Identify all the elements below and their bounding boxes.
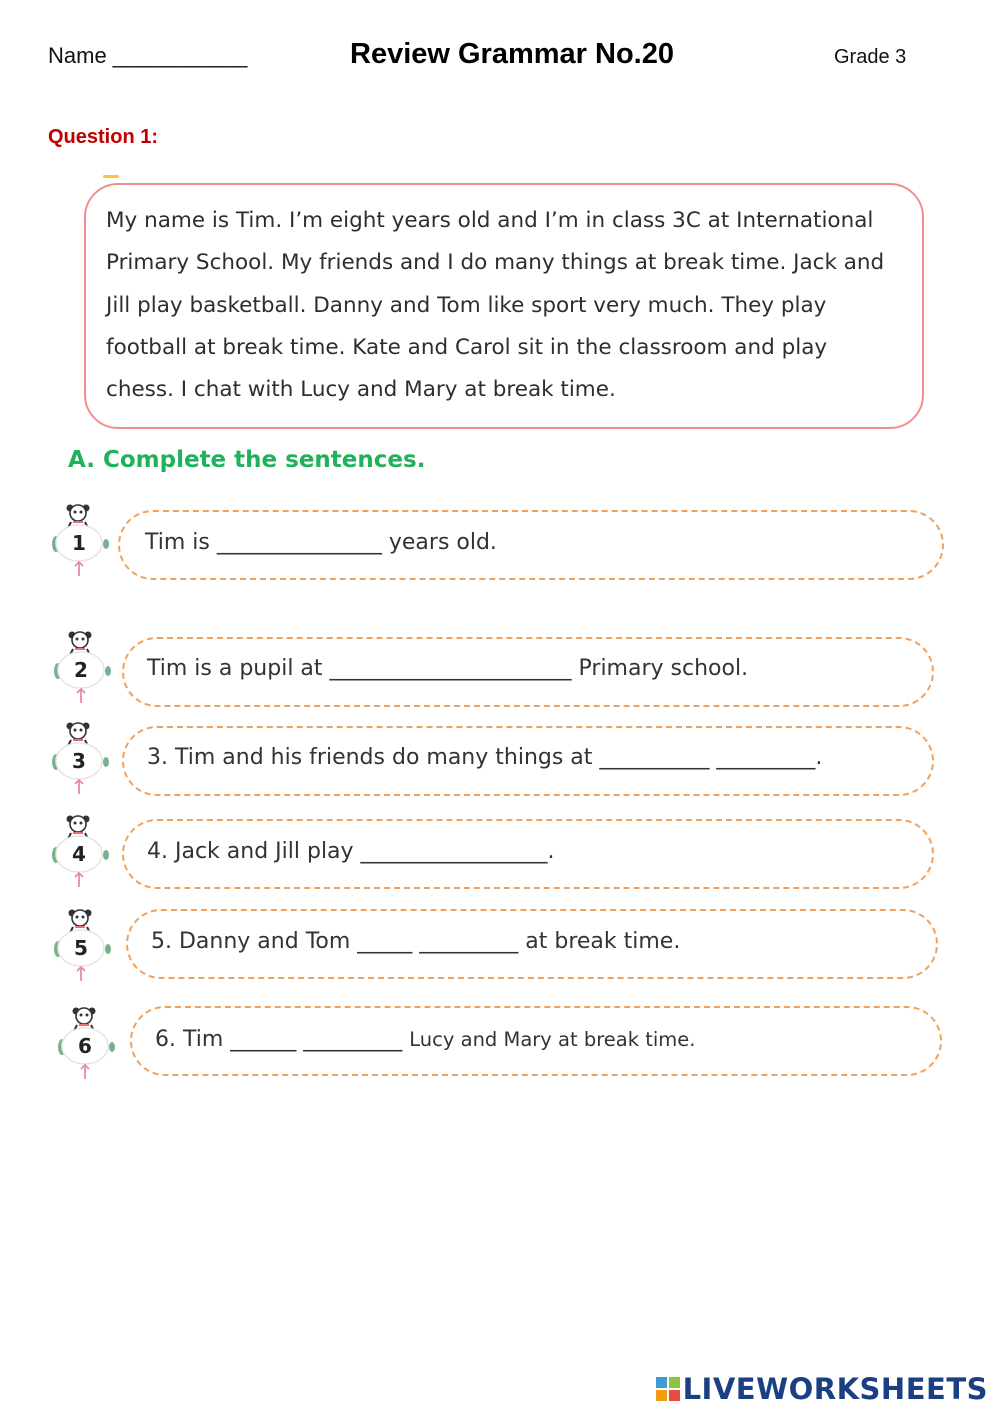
- item-number: 4: [72, 842, 86, 866]
- sentence-3: 3. Tim and his friends do many things at __________ _________.: [147, 745, 823, 770]
- sentence-6-main: 6. Tim ______ _________: [155, 1027, 403, 1052]
- section-a-title: A. Complete the sentences.: [68, 447, 426, 473]
- sentence-5: 5. Danny and Tom _____ _________ at break time.: [151, 929, 681, 954]
- liveworksheets-logo: [655, 1372, 988, 1406]
- passage-decoration: [103, 175, 119, 178]
- sentence-6: [155, 1027, 696, 1052]
- reading-passage: [106, 200, 918, 411]
- passage-line: chess. I chat with Lucy and Mary at break time.: [106, 377, 616, 403]
- number-badge-3: [46, 718, 112, 804]
- sentence-6-tail: Lucy and Mary at break time.: [409, 1028, 696, 1051]
- passage-line: Jill play basketball. Danny and Tom like sport very much. They play: [106, 292, 827, 318]
- name-field-label: Name ___________: [48, 43, 248, 68]
- number-badge-2: [48, 627, 114, 713]
- sentence-2: Tim is a pupil at ______________________ Primary school.: [147, 656, 749, 681]
- passage-line: football at break time. Kate and Carol sit in the classroom and play: [106, 334, 828, 360]
- item-number: 1: [72, 531, 86, 555]
- number-badge-4: [46, 811, 112, 897]
- item-number: 3: [72, 749, 86, 773]
- brand-name: LIVEWORKSHEETS: [682, 1372, 988, 1406]
- passage-line: Primary School. My friends and I do many things at break time. Jack and: [106, 250, 885, 276]
- sentence-1: Tim is _______________ years old.: [145, 530, 497, 555]
- liveworksheets-logo-icon: [655, 1376, 681, 1402]
- item-number: 5: [74, 936, 88, 960]
- item-number: 2: [74, 658, 88, 682]
- sentence-4: 4. Jack and Jill play _________________.: [147, 839, 555, 864]
- passage-line: My name is Tim. I’m eight years old and I’m in class 3C at International: [106, 208, 874, 233]
- number-badge-1: [46, 500, 112, 586]
- grade-label: Grade 3: [834, 46, 907, 68]
- number-badge-6: [52, 1003, 118, 1089]
- worksheet-title: Review Grammar No.20: [350, 38, 674, 70]
- question-label: Question 1:: [48, 126, 159, 148]
- number-badge-5: [48, 905, 114, 991]
- item-number: 6: [78, 1034, 92, 1058]
